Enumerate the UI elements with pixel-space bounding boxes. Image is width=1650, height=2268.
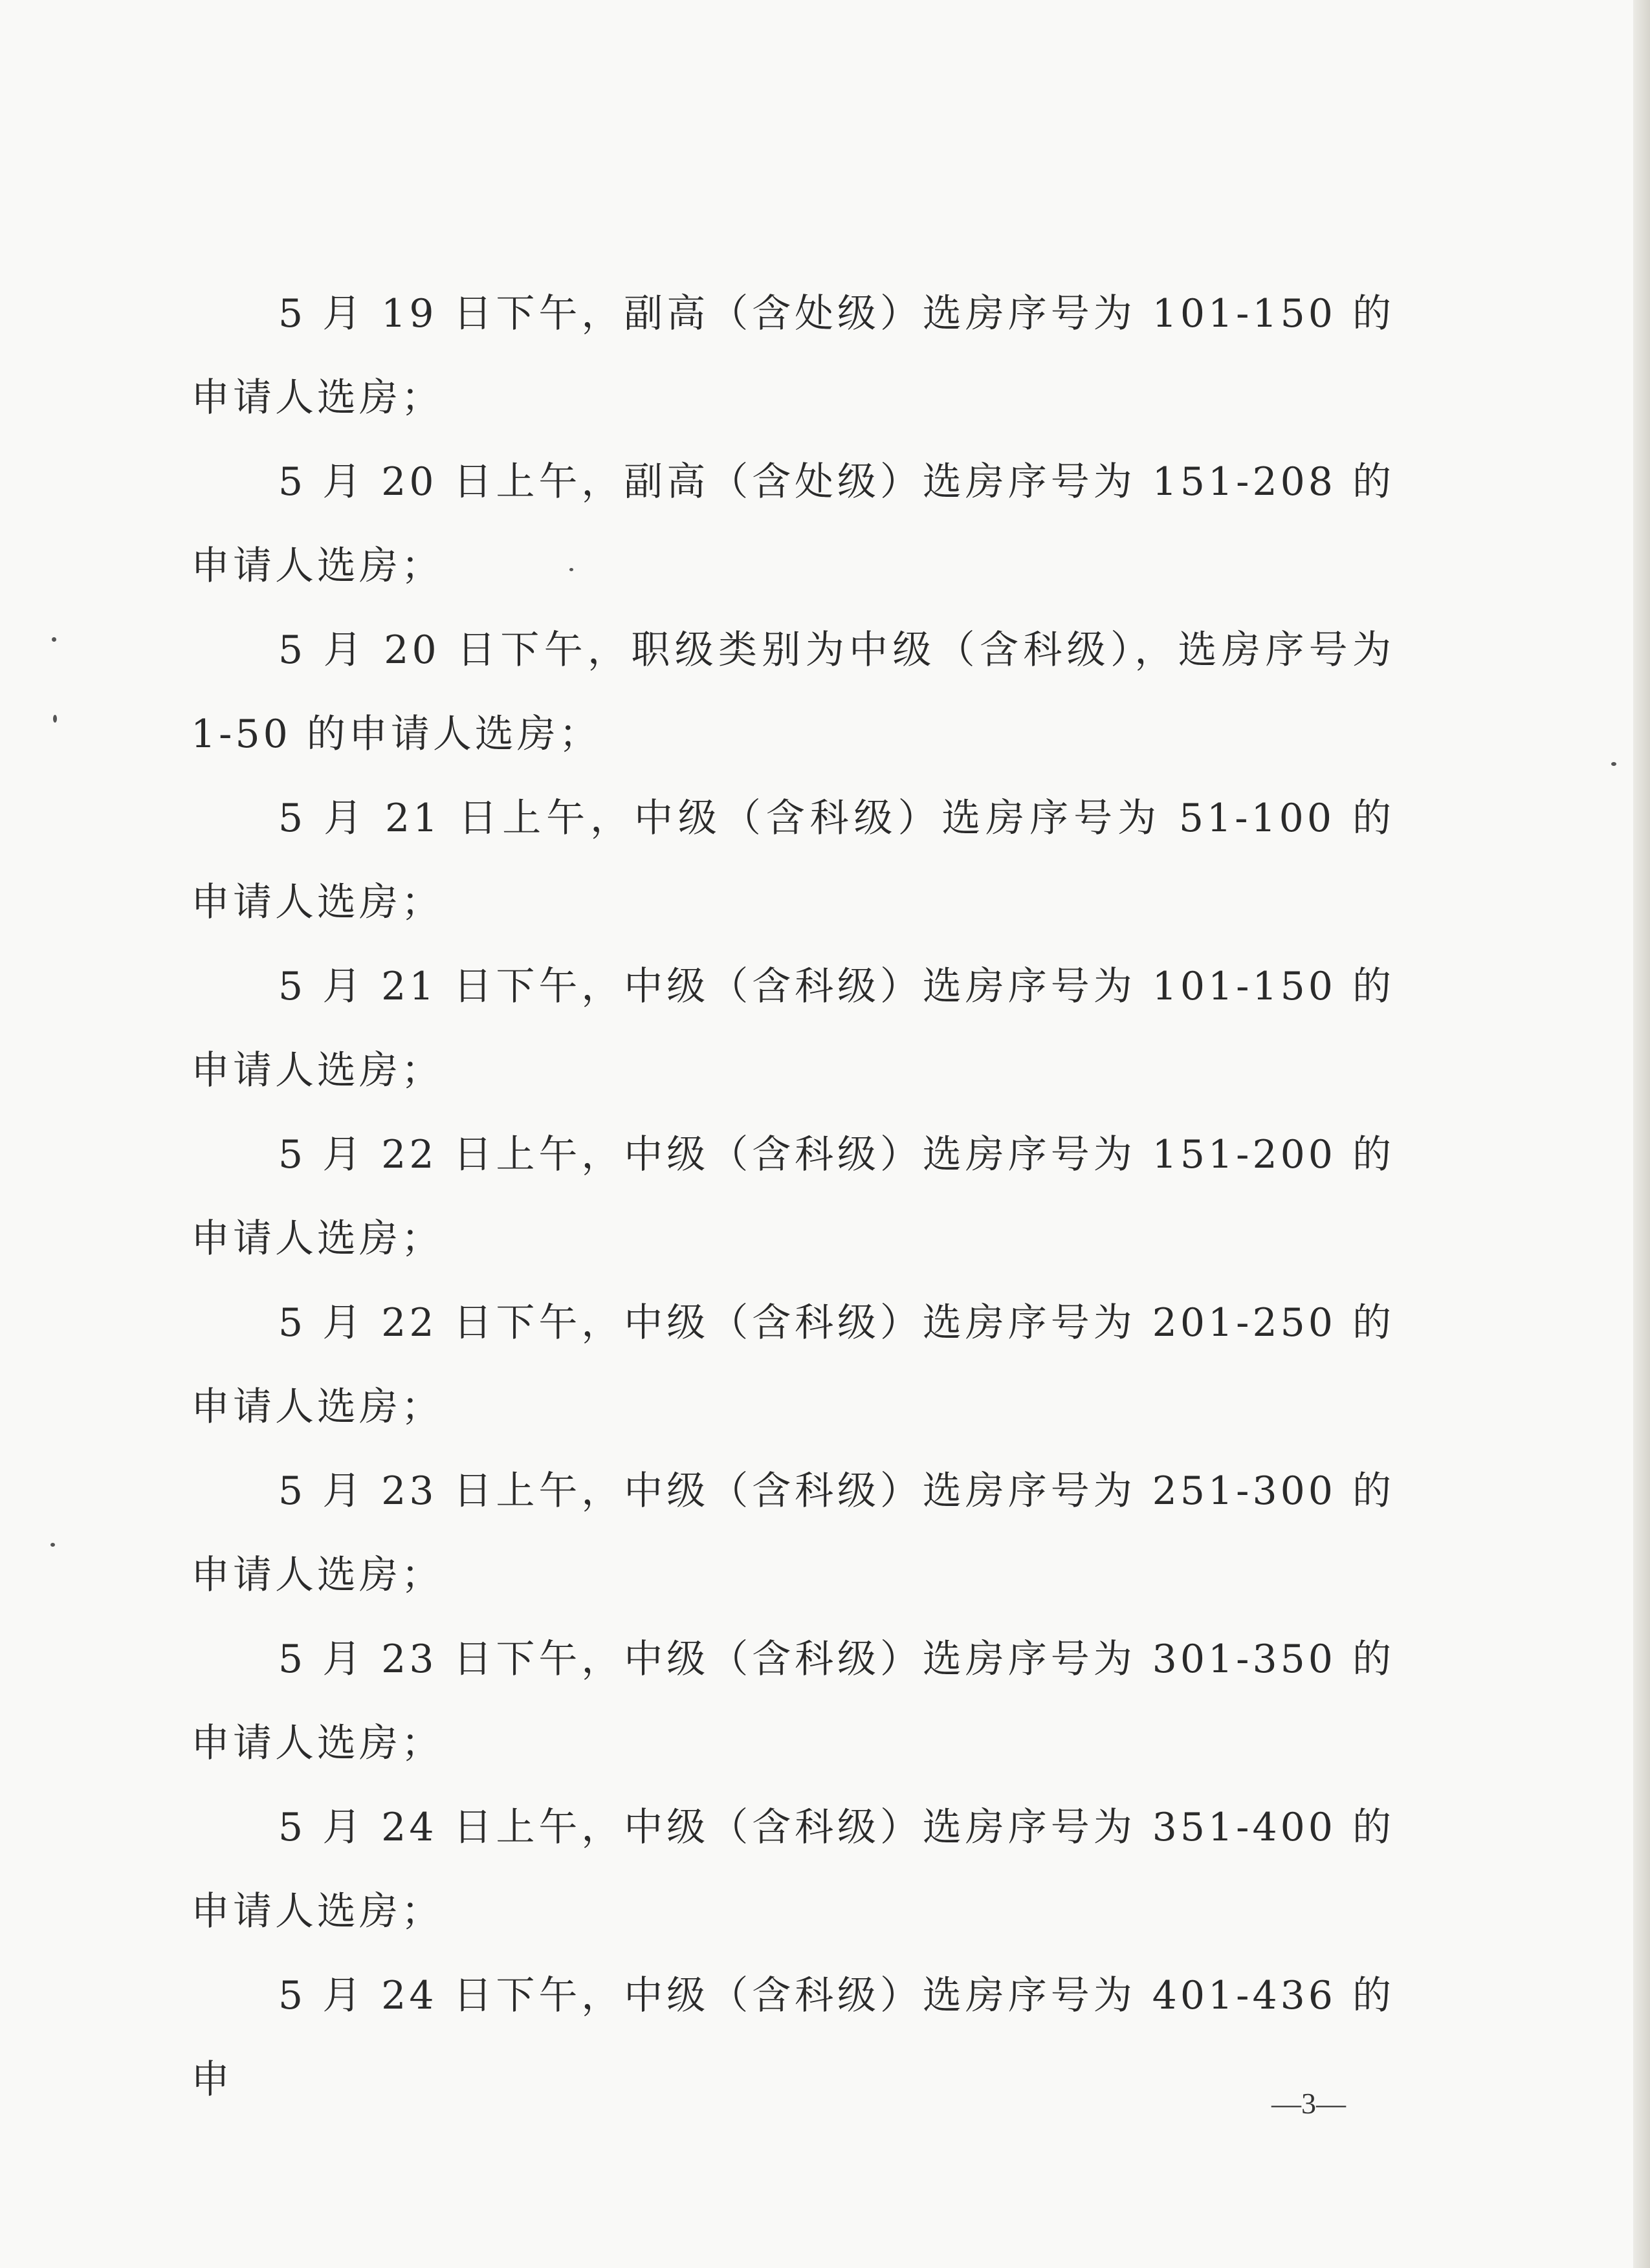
paragraph: 5 月 22 日上午，中级（含科级）选房序号为 151-200 的申请人选房；	[191, 1132, 1394, 1261]
paragraph: 5 月 24 日上午，中级（含科级）选房序号为 351-400 的申请人选房；	[191, 1805, 1394, 1934]
scan-speck	[569, 568, 573, 571]
scan-speck	[52, 637, 56, 642]
scan-speck	[1611, 762, 1616, 766]
scan-speck	[53, 715, 57, 723]
paragraph: 5 月 23 日下午，中级（含科级）选房序号为 301-350 的申请人选房；	[191, 1637, 1394, 1766]
paragraph: 5 月 22 日下午，中级（含科级）选房序号为 201-250 的申请人选房；	[191, 1300, 1394, 1430]
page-edge	[1633, 0, 1650, 2268]
paragraph: 5 月 21 日上午，中级（含科级）选房序号为 51-100 的申请人选房；	[191, 796, 1394, 925]
scan-speck	[50, 1543, 55, 1547]
body-text	[191, 272, 1394, 2122]
paragraph: 5 月 20 日下午，职级类别为中级（含科级），选房序号为 1-50 的申请人选房；	[191, 627, 1394, 757]
paragraph: 5 月 21 日下午，中级（含科级）选房序号为 101-150 的申请人选房；	[191, 964, 1394, 1093]
paragraph: 5 月 19 日下午，副高（含处级）选房序号为 101-150 的申请人选房；	[191, 291, 1394, 420]
paragraph: 5 月 23 日上午，中级（含科级）选房序号为 251-300 的申请人选房；	[191, 1468, 1394, 1598]
paragraph: 5 月 20 日上午，副高（含处级）选房序号为 151-208 的申请人选房；	[191, 459, 1394, 589]
page-number: —3—	[1271, 2087, 1346, 2120]
paragraph: 5 月 24 日下午，中级（含科级）选房序号为 401-436 的申	[191, 1973, 1394, 2102]
